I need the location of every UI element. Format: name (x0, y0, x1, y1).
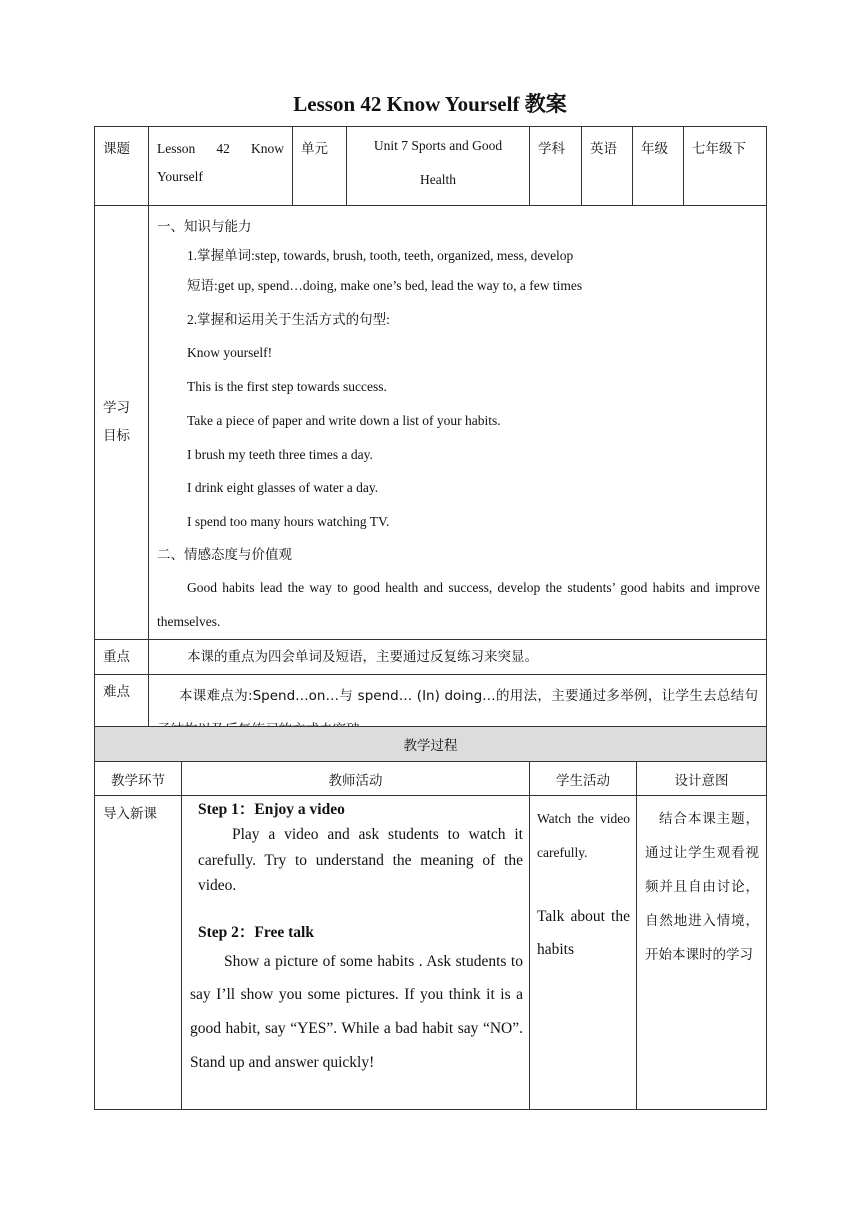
objective-line: This is the first step towards success. (187, 379, 387, 395)
column-header: 教学环节 (95, 762, 182, 796)
step1-text: Play a video and ask students to watch it carefully. Try to understand the meaning of the video. (198, 826, 523, 894)
process-row (95, 796, 767, 1110)
objectives-row (95, 206, 767, 640)
header-row (95, 127, 767, 206)
unit-value: Unit 7 Sports and Good Health (347, 127, 530, 206)
process-header-row (95, 762, 767, 796)
student-activity-1: Watch the video carefully. (537, 811, 630, 860)
design-intent-cell: 结合本课主题，通过让学生观看视频并且自由讨论，自然地进入情境，开始本课时的学习 (637, 796, 767, 1110)
key-points-label: 重点 (95, 639, 149, 674)
stage-cell: 导入新课 (95, 796, 182, 1110)
objective-line: 1.掌握单词:step, towards, brush, tooth, teeth, organized, mess, develop (187, 248, 574, 263)
section2-title: 二、情感态度与价值观 (157, 546, 292, 563)
objective-line: I spend too many hours watching TV. (187, 513, 390, 529)
step2-text: Show a picture of some habits . Ask students to say I’ll show you some pictures. If you think it is a good habit, say “YES”. While a bad habit say “NO”. Stand up and answer quickly! (190, 952, 523, 1071)
topic-value: Lesson 42 Know Yourself (149, 127, 293, 206)
objective-line: 短语:get up, spend…doing, make one’s bed, lead the way to, a few times (187, 278, 583, 293)
column-header: 设计意图 (637, 762, 767, 796)
objectives-label-text: 学习目标 (103, 400, 130, 445)
step1-title: Step 1：Enjoy a video (198, 801, 345, 818)
objectives-label (95, 206, 149, 640)
lesson-info-table (94, 126, 767, 748)
objective-line: Take a piece of paper and write down a list of your habits. (187, 412, 501, 428)
student-activity-cell (530, 796, 637, 1110)
section2-text: Good habits lead the way to good health and success, develop the students’ good habits and improve themselves. (157, 579, 760, 629)
student-activity-2: Talk about the habits (537, 908, 630, 958)
objective-line: I drink eight glasses of water a day. (187, 480, 379, 496)
difficulties-text: 本课难点为:Spend…on…与 spend… (In) doing…的用法，主要通过多举例，让学生去总结句 (149, 674, 767, 747)
grade-label: 年级 (633, 127, 684, 206)
objective-line: 2.掌握和运用关于生活方式的句型: (187, 311, 390, 327)
grade-value: 七年级下 (684, 127, 767, 206)
objective-line: Know yourself! (187, 345, 273, 361)
objective-line: I brush my teeth three times a day. (187, 446, 373, 462)
teacher-activity-cell (182, 796, 530, 1110)
column-header: 学生活动 (530, 762, 637, 796)
step2-title: Step 2：Free talk (198, 923, 314, 941)
difficulties-label: 难点 (95, 674, 149, 747)
subject-value: 英语 (582, 127, 633, 206)
key-points-text: 本课的重点为四会单词及短语，主要通过反复练习来突显。 (149, 639, 767, 674)
column-header: 教师活动 (182, 762, 530, 796)
process-title: 教学过程 (95, 727, 767, 762)
key-points-row (95, 639, 767, 674)
teaching-process-table (94, 726, 767, 1110)
topic-label: 课题 (95, 127, 149, 206)
unit-label: 单元 (293, 127, 347, 206)
objectives-content (149, 206, 767, 640)
subject-label: 学科 (530, 127, 582, 206)
section1-title: 一、知识与能力 (157, 219, 252, 235)
process-title-row (95, 727, 767, 762)
document-title: Lesson 42 Know Yourself 教案 (293, 92, 567, 116)
